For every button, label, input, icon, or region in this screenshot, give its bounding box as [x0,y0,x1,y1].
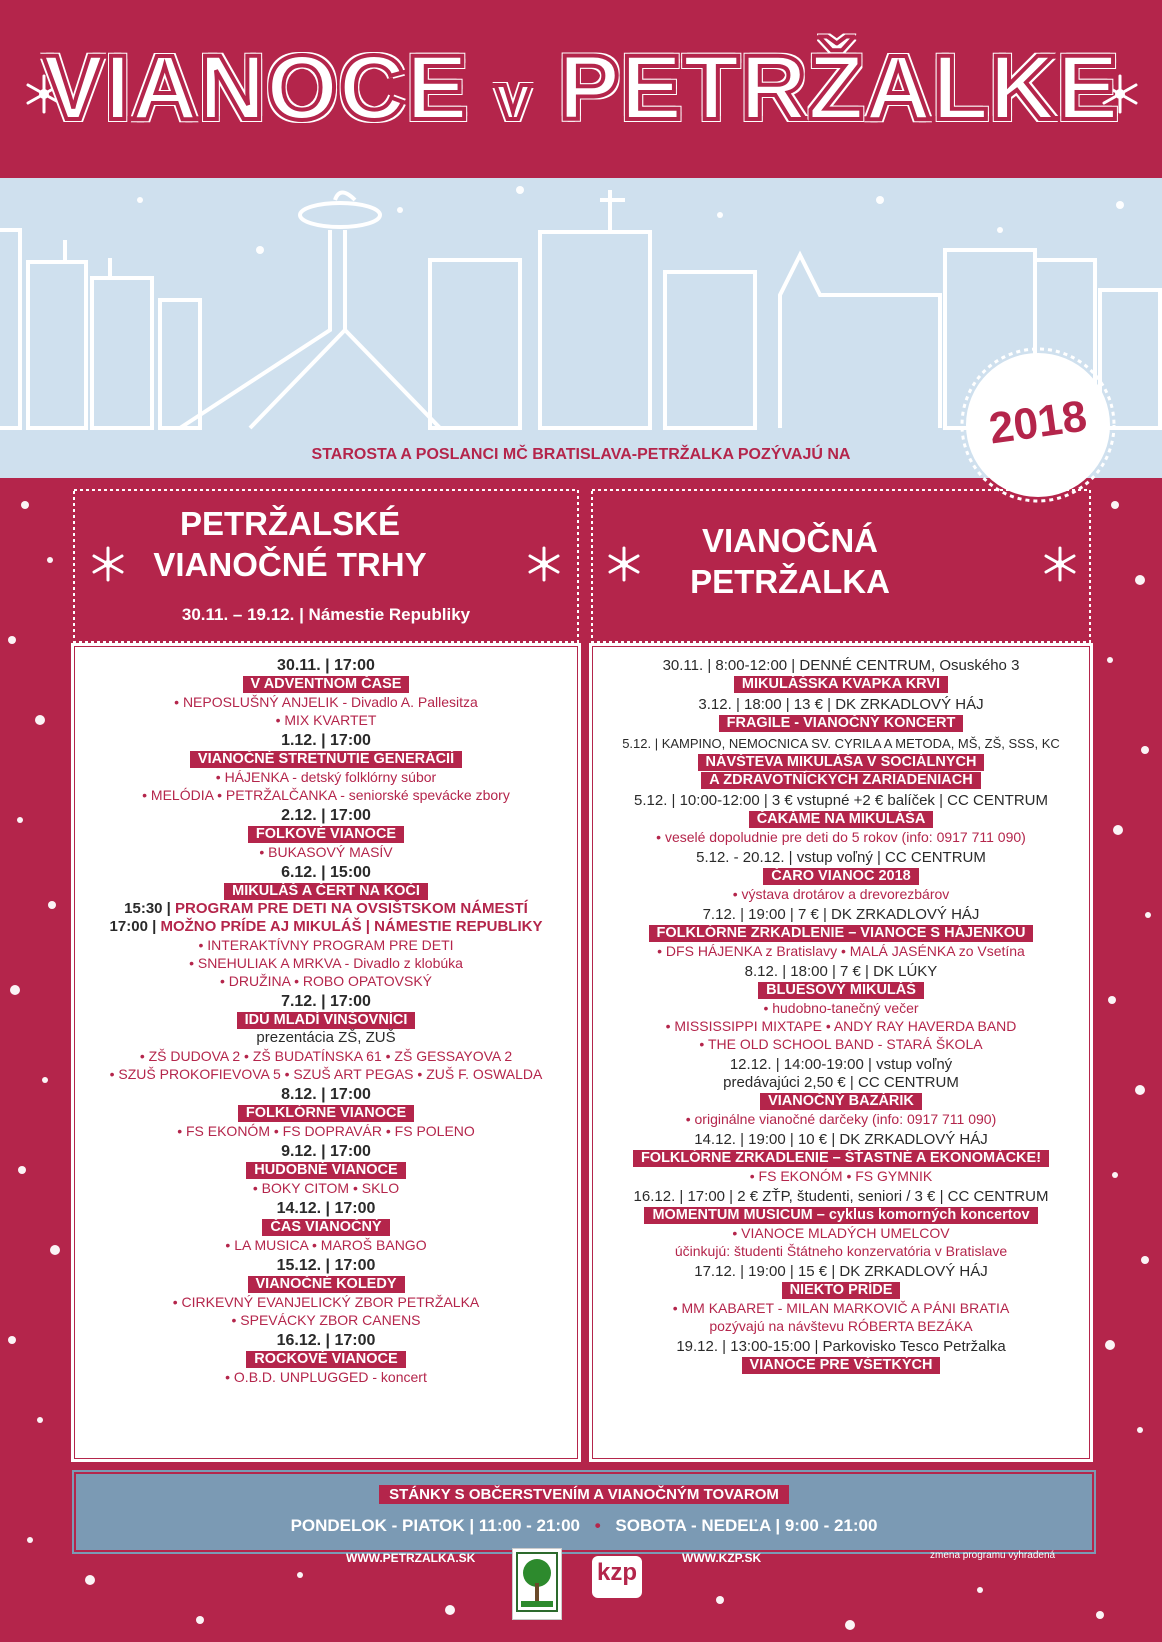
event-name: FOLKLÓRNE ZRKADLENIE – ŠŤASTNÉ A EKONOMÁCKE! [633,1150,1049,1167]
event-date: 9.12. | 17:00 [281,1143,371,1160]
title-part3: PETRŽALKE [558,37,1120,139]
snowflake-icon [524,544,564,588]
special-text: PROGRAM PRE DETI NA OVSIŠTSKOM NÁMESTÍ [175,900,528,917]
event-item: • O.B.D. UNPLUGGED - koncert [225,1369,427,1385]
event-item: • LA MUSICA • MAROŠ BANGO [225,1237,427,1253]
right-event [593,657,1089,693]
event-item: • CIRKEVNÝ EVANJELICKÝ ZBOR PETRŽALKA [172,1294,480,1310]
event-item: • originálne vianočné darčeky (info: 0917 711 090) [685,1111,997,1127]
right-title-line1: VIANOČNÁ [701,522,878,559]
special-time: 17:00 | [109,918,157,935]
event-date: 30.11. | 8:00-12:00 | DENNÉ CENTRUM, Osuského 3 [662,657,1020,674]
event-date: 5.12. | 10:00-12:00 | 3 € vstupné +2 € balíček | CC CENTRUM [634,792,1048,809]
event-name: ČAS VIANOČNÝ [262,1219,389,1236]
event-date: 17.12. | 19:00 | 15 € | DK ZRKADLOVÝ HÁJ [694,1263,988,1280]
event-date: 12.12. | 14:00-19:00 | vstup voľný [729,1056,953,1073]
vendor-title [76,1484,1092,1503]
event-item: • DFS HÁJENKA z Bratislavy • MALÁ JASÉNKA zo Vsetína [657,943,1025,959]
event-date: 3.12. | 18:00 | 13 € | DK ZRKADLOVÝ HÁJ [698,696,984,713]
vendor-title-text: STÁNKY S OBČERSTVENÍM A VIANOČNÝM TOVAROM [379,1485,789,1504]
event-name: MIKULÁŠSKA KVAPKA KRVI [734,676,948,693]
event-date: 5.12. - 20.12. | vstup voľný | CC CENTRUM [696,849,986,866]
vendor-hours-box [74,1472,1094,1552]
opening-hours [76,1516,1092,1536]
event-item: • NEPOSLUŠNÝ ANJELIK - Divadlo A. Pallesitza [174,694,478,710]
left-event [75,1200,577,1254]
left-event [75,657,577,729]
left-subtitle: 30.11. – 19.12. | Námestie Republiky [181,605,471,624]
event-item: • MISSISSIPPI MIXTAPE • ANDY RAY HAVERDA BAND [665,1018,1017,1034]
right-title-line2: PETRŽALKA [690,563,890,600]
event-date: 1.12. | 17:00 [281,732,371,749]
event-date: 7.12. | 19:00 | 7 € | DK ZRKADLOVÝ HÁJ [702,906,980,923]
event-date: 15.12. | 17:00 [276,1257,376,1274]
event-meta: prezentácia ZŠ, ZUŠ [256,1029,396,1046]
event-item: • FS EKONÓM • FS DOPRAVÁR • FS POLENO [177,1123,475,1139]
invite-text: STAROSTA A POSLANCI MČ BRATISLAVA-PETRŽALKA POZÝVAJÚ NA [311,446,851,463]
event-name: HUDOBNÉ VIANOCE [246,1162,405,1179]
event-item: • INTERAKTÍVNY PROGRAM PRE DETI [198,937,454,953]
left-event [75,1257,577,1329]
year-badge: 2018 [986,391,1090,454]
event-name: FRAGILE - VIANOČNÝ KONCERT [719,715,964,732]
event-date: 6.12. | 15:00 [281,864,371,881]
hours-separator: • [594,1516,601,1535]
event-name: NIEKTO PRÍDE [782,1282,901,1299]
event-date: 8.12. | 17:00 [281,1086,371,1103]
right-event [593,735,1089,789]
right-event [593,1263,1089,1335]
left-event [75,864,577,990]
event-item: • HÁJENKA - detský folklórny súbor [215,769,437,785]
left-event [75,732,577,804]
kzp-logo [592,1556,642,1598]
event-date: 16.12. | 17:00 | 2 € ZŤP, študenti, seniori / 3 € | CC CENTRUM [633,1188,1049,1205]
event-item: • ZŠ DUDOVA 2 • ZŠ BUDATÍNSKA 61 • ZŠ GESSAYOVA 2 [139,1048,513,1064]
event-item: • BUKASOVÝ MASÍV [259,844,393,860]
left-column-title [120,503,460,585]
right-event [593,963,1089,1053]
event-date: 7.12. | 17:00 [281,993,371,1010]
event-name: FOLKLÓRNE ZRKADLENIE – VIANOCE S HÁJENKOU [649,925,1034,942]
event-item: • SNEHULIAK A MRKVA - Divadlo z klobúka [189,955,463,971]
event-name: MOMENTUM MUSICUM – cyklus komorných koncertov [644,1207,1037,1224]
program-change-note: zmena programu vyhradená [930,1550,1056,1561]
event-date: 19.12. | 13:00-15:00 | Parkovisko Tesco Petržalka [676,1338,1006,1355]
event-item: • BOKY CITOM • SKLO [252,1180,400,1196]
title-part1: VIANOCE [42,37,469,139]
kzp-link[interactable]: WWW.KZP.SK [682,1551,762,1565]
event-item: • FS EKONÓM • FS GYMNIK [749,1168,933,1184]
event-special [75,918,577,936]
event-name: V ADVENTNOM ČASE [243,676,410,693]
event-name: ČAKÁME NA MIKULÁŠA [749,811,934,828]
right-program-panel [592,646,1090,1459]
event-name: FOLKLÓRNE VIANOCE [238,1105,414,1122]
event-item: • veselé dopoludnie pre deti do 5 rokov (info: 0917 711 090) [656,829,1026,845]
kzp-logo-text: kzp [596,1559,637,1586]
weekday-hours: PONDELOK - PIATOK | 11:00 - 21:00 [290,1516,580,1535]
special-text: MOŽNO PRÍDE AJ MIKULÁŠ | NÁMESTIE REPUBLIKY [160,918,543,935]
event-special [75,900,577,918]
title-part2: v [495,61,532,133]
left-title-line1: PETRŽALSKÉ [179,505,400,542]
event-date: 16.12. | 17:00 [276,1332,376,1349]
event-item: • MM KABARET - MILAN MARKOVIČ A PÁNI BRATIA [672,1300,1010,1316]
event-item: • výstava drotárov a drevorezbárov [732,886,950,902]
event-item: • SPEVÁCKY ZBOR CANENS [231,1312,421,1328]
event-name: VIANOČNÉ KOLEDY [248,1276,405,1293]
event-item: • VIANOCE MLADÝCH UMELCOV [732,1225,950,1241]
event-name: NÁVŠTEVA MIKULÁŠA V SOCIÁLNYCH [698,754,985,771]
event-date: 5.12. | KAMPINO, NEMOCNICA SV. CYRILA A METODA, MŠ, ZŠ, SSS, KC [622,736,1060,751]
left-event [75,1086,577,1140]
left-title-line2: VIANOČNÉ TRHY [153,546,427,583]
right-event [593,696,1089,732]
event-date: 30.11. | 17:00 [277,657,375,674]
page-title [0,38,1162,147]
right-event [593,1338,1089,1374]
event-name-line2: A ZDRAVOTNÍCKYCH ZARIADENIACH [701,772,980,789]
right-event [593,1056,1089,1128]
left-event [75,1143,577,1197]
event-item: pozývajú na návštevu RÓBERTA BEZÁKA [709,1318,973,1334]
petrzalka-link[interactable]: WWW.PETRZALKA.SK [346,1551,476,1565]
right-event [593,1131,1089,1185]
right-column-title [620,520,960,602]
event-item: účinkujú: študenti Štátneho konzervatória v Bratislave [674,1243,1008,1259]
event-item: • DRUŽINA • ROBO OPATOVSKÝ [219,973,433,989]
right-event [593,906,1089,960]
event-date: 8.12. | 18:00 | 7 € | DK LÚKY [744,963,938,980]
event-item: • hudobno-tanečný večer [763,1000,919,1016]
right-event [593,849,1089,903]
event-name: BLUESOVÝ MIKULÁŠ [758,982,924,999]
left-event [75,993,577,1083]
event-date: 14.12. | 19:00 | 10 € | DK ZRKADLOVÝ HÁJ [694,1131,988,1148]
right-event [593,1188,1089,1260]
event-item: • MIX KVARTET [275,712,377,728]
snowflake-icon [1040,544,1080,588]
event-name: FOLKOVÉ VIANOCE [248,826,404,843]
event-name: ROCKOVÉ VIANOCE [246,1351,405,1368]
weekend-hours: SOBOTA - NEDEĽA | 9:00 - 21:00 [615,1516,878,1535]
event-name: IDÚ MLADÍ VINŠOVNÍCI [237,1012,416,1029]
event-date-line2: predávajúci 2,50 € | CC CENTRUM [723,1074,959,1091]
event-name: VIANOČNÝ BAZÁRIK [760,1093,922,1110]
event-name: VIANOČNÉ STRETNUTIE GENERÁCIÍ [190,751,462,768]
event-name: ČARO VIANOC 2018 [763,868,918,885]
event-item: • THE OLD SCHOOL BAND - STARÁ ŠKOLA [699,1036,983,1052]
event-name: VIANOCE PRE VŠETKÝCH [742,1357,941,1374]
event-name: MIKULÁŠ A ČERT NA KOČI [224,883,428,900]
event-date: 2.12. | 17:00 [281,807,371,824]
special-time: 15:30 | [124,900,171,917]
petrzalka-crest-logo [512,1548,562,1620]
left-event [75,1332,577,1386]
event-item: • SZUŠ PROKOFIEVOVA 5 • SZUŠ ART PEGAS • ZUŠ F. OSWALDA [109,1066,543,1082]
right-event [593,792,1089,846]
event-date: 14.12. | 17:00 [276,1200,376,1217]
left-event [75,807,577,861]
left-program-panel [74,646,578,1459]
event-item: • MELÓDIA • PETRŽALČANKA - seniorské spevácke zbory [142,787,510,803]
